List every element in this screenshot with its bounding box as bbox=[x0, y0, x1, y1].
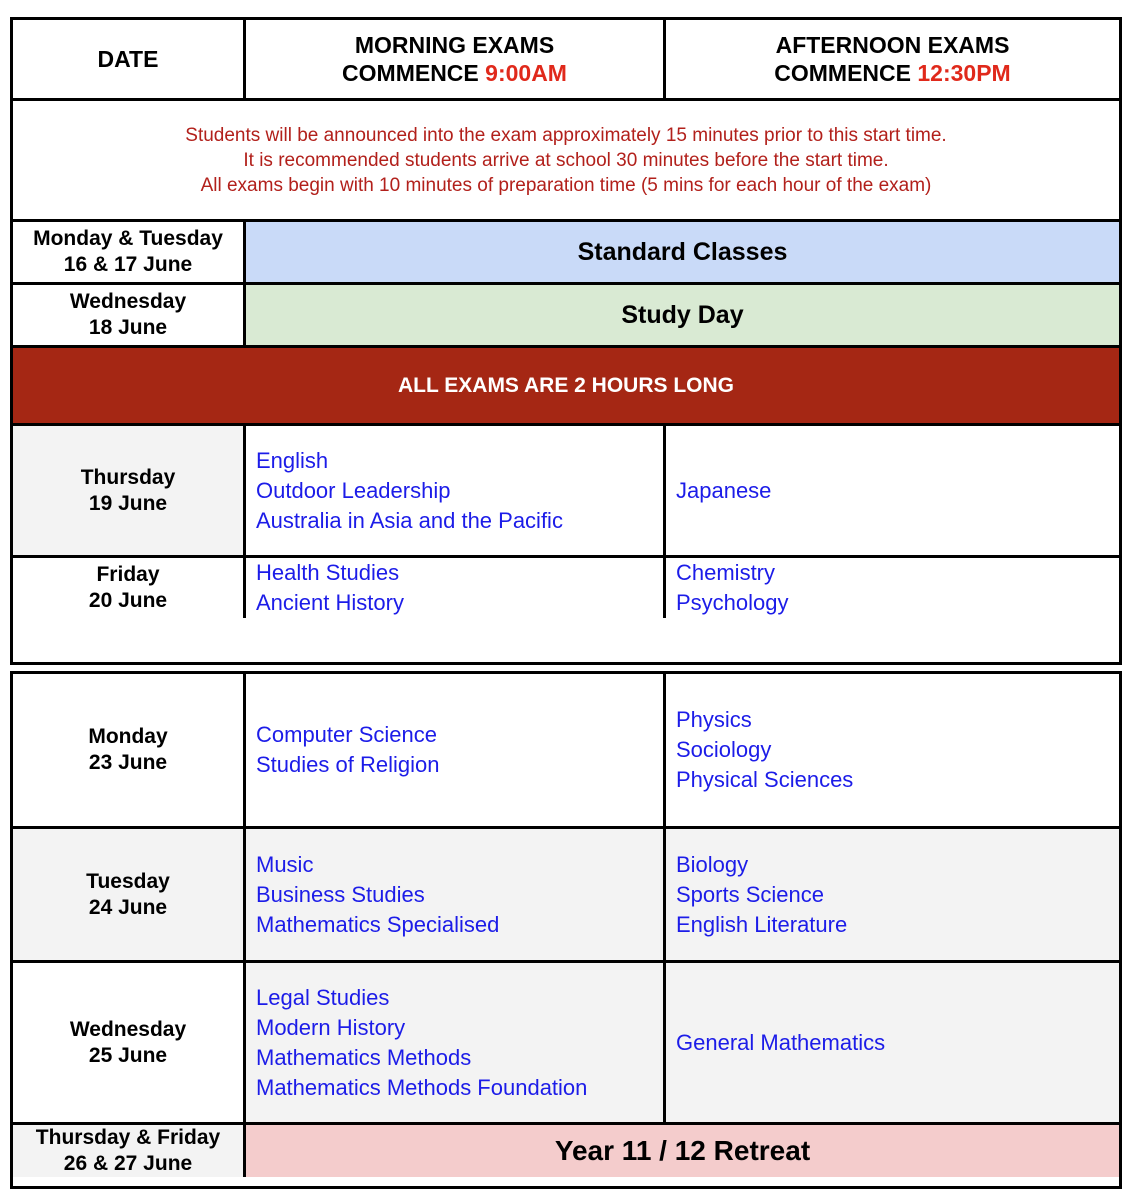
day-label: Thursday & Friday bbox=[35, 1126, 221, 1149]
exam-subject: Chemistry bbox=[676, 560, 776, 585]
afternoon-commence-label: COMMENCE bbox=[774, 60, 911, 86]
date-cell bbox=[13, 674, 246, 826]
exam-subject: Physics bbox=[676, 707, 752, 732]
exam-day-row bbox=[13, 426, 1119, 558]
exam-subject: Legal Studies bbox=[256, 984, 390, 1010]
exam-length-label: ALL EXAMS ARE 2 HOURS LONG bbox=[397, 373, 735, 397]
notice-line: Students will be announced into the exam approximately 15 minutes prior to this start time. bbox=[185, 124, 947, 146]
afternoon-header-line2 bbox=[774, 59, 1010, 87]
exam-subject: Sports Science bbox=[676, 881, 824, 907]
exam-subject: English bbox=[256, 447, 329, 473]
exam-subject: English Literature bbox=[676, 911, 848, 937]
exam-timetable-part-2 bbox=[10, 671, 1122, 1189]
afternoon-exams-cell bbox=[666, 829, 1119, 960]
exam-subject: Mathematics Methods Foundation bbox=[256, 1074, 588, 1100]
morning-exams-cell bbox=[246, 829, 666, 960]
study-day-row bbox=[13, 285, 1119, 348]
exam-subject: Studies of Religion bbox=[256, 752, 440, 777]
banner-row bbox=[13, 348, 1119, 426]
afternoon-exams-cell bbox=[666, 426, 1119, 555]
exam-notice bbox=[13, 101, 1119, 219]
date-cell bbox=[13, 222, 246, 282]
date-cell bbox=[13, 1125, 246, 1177]
study-day-cell bbox=[246, 285, 1119, 345]
exam-day-row bbox=[13, 674, 1119, 829]
morning-start-time: 9:00AM bbox=[485, 60, 567, 86]
exam-subject: Modern History bbox=[256, 1014, 406, 1040]
day-label: Monday bbox=[88, 725, 168, 748]
date-cell bbox=[13, 829, 246, 960]
morning-header-line1: MORNING EXAMS bbox=[354, 32, 555, 58]
standard-classes-cell bbox=[246, 222, 1119, 282]
notice-line: It is recommended students arrive at school 30 minutes before the start time. bbox=[243, 149, 889, 171]
exam-subject: Physical Sciences bbox=[676, 767, 854, 792]
exam-timetable-part-1 bbox=[10, 17, 1122, 665]
retreat-label: Year 11 / 12 Retreat bbox=[554, 1135, 811, 1166]
morning-column-header bbox=[246, 20, 666, 98]
exam-subject: Biology bbox=[676, 851, 749, 877]
day-label: Tuesday bbox=[86, 869, 170, 893]
retreat-cell bbox=[246, 1125, 1119, 1177]
exam-subject: Psychology bbox=[676, 590, 789, 615]
exam-day-row bbox=[13, 558, 1119, 618]
morning-exams-cell bbox=[246, 674, 666, 826]
morning-exams-cell bbox=[246, 963, 666, 1122]
day-label: Wednesday bbox=[69, 1017, 187, 1041]
date-header-label: DATE bbox=[97, 46, 159, 72]
date-label: 24 June bbox=[88, 895, 168, 919]
day-label: Wednesday bbox=[69, 290, 187, 313]
exam-subject: Music bbox=[256, 851, 314, 877]
standard-classes-label: Standard Classes bbox=[577, 237, 788, 266]
date-label: 26 & 27 June bbox=[63, 1152, 193, 1175]
afternoon-exams-cell bbox=[666, 674, 1119, 826]
notice-row bbox=[13, 101, 1119, 222]
exam-subject: Japanese bbox=[676, 477, 772, 503]
exam-subject: General Mathematics bbox=[676, 1029, 886, 1055]
date-cell bbox=[13, 285, 246, 345]
exam-subject: Australia in Asia and the Pacific bbox=[256, 507, 563, 533]
exam-subject: Sociology bbox=[676, 737, 772, 762]
notice-line: All exams begin with 10 minutes of preparation time (5 mins for each hour of the exam) bbox=[200, 174, 932, 196]
exam-subject: Outdoor Leadership bbox=[256, 477, 451, 503]
day-label: Monday & Tuesday bbox=[33, 227, 223, 250]
date-cell bbox=[13, 558, 246, 618]
standard-classes-row bbox=[13, 222, 1119, 285]
exam-day-row bbox=[13, 829, 1119, 963]
date-label: 18 June bbox=[88, 316, 168, 339]
study-day-label: Study Day bbox=[621, 300, 744, 329]
exam-subject: Mathematics Methods bbox=[256, 1044, 472, 1070]
afternoon-exams-cell bbox=[666, 558, 1119, 618]
morning-header-line2 bbox=[342, 59, 567, 87]
date-label: 23 June bbox=[88, 751, 168, 774]
date-cell bbox=[13, 963, 246, 1122]
date-label: 19 June bbox=[88, 491, 168, 515]
date-label: 20 June bbox=[88, 589, 168, 612]
exam-subject: Computer Science bbox=[256, 722, 437, 747]
header-row bbox=[13, 20, 1119, 101]
day-label: Thursday bbox=[80, 465, 176, 489]
date-label: 25 June bbox=[88, 1043, 168, 1067]
exam-length-banner bbox=[13, 348, 1119, 423]
date-column-header bbox=[13, 20, 246, 98]
morning-exams-cell bbox=[246, 558, 666, 618]
day-label: Friday bbox=[96, 563, 160, 586]
retreat-row bbox=[13, 1125, 1119, 1177]
morning-commence-label: COMMENCE bbox=[342, 60, 479, 86]
exam-subject: Business Studies bbox=[256, 881, 425, 907]
afternoon-exams-cell bbox=[666, 963, 1119, 1122]
exam-subject: Ancient History bbox=[256, 590, 404, 615]
date-cell bbox=[13, 426, 246, 555]
morning-exams-cell bbox=[246, 426, 666, 555]
exam-day-row bbox=[13, 963, 1119, 1125]
afternoon-column-header bbox=[666, 20, 1119, 98]
exam-subject: Health Studies bbox=[256, 560, 400, 585]
afternoon-header-line1: AFTERNOON EXAMS bbox=[775, 32, 1010, 58]
date-label: 16 & 17 June bbox=[63, 253, 193, 276]
afternoon-start-time: 12:30PM bbox=[917, 60, 1011, 86]
exam-subject: Mathematics Specialised bbox=[256, 911, 500, 937]
